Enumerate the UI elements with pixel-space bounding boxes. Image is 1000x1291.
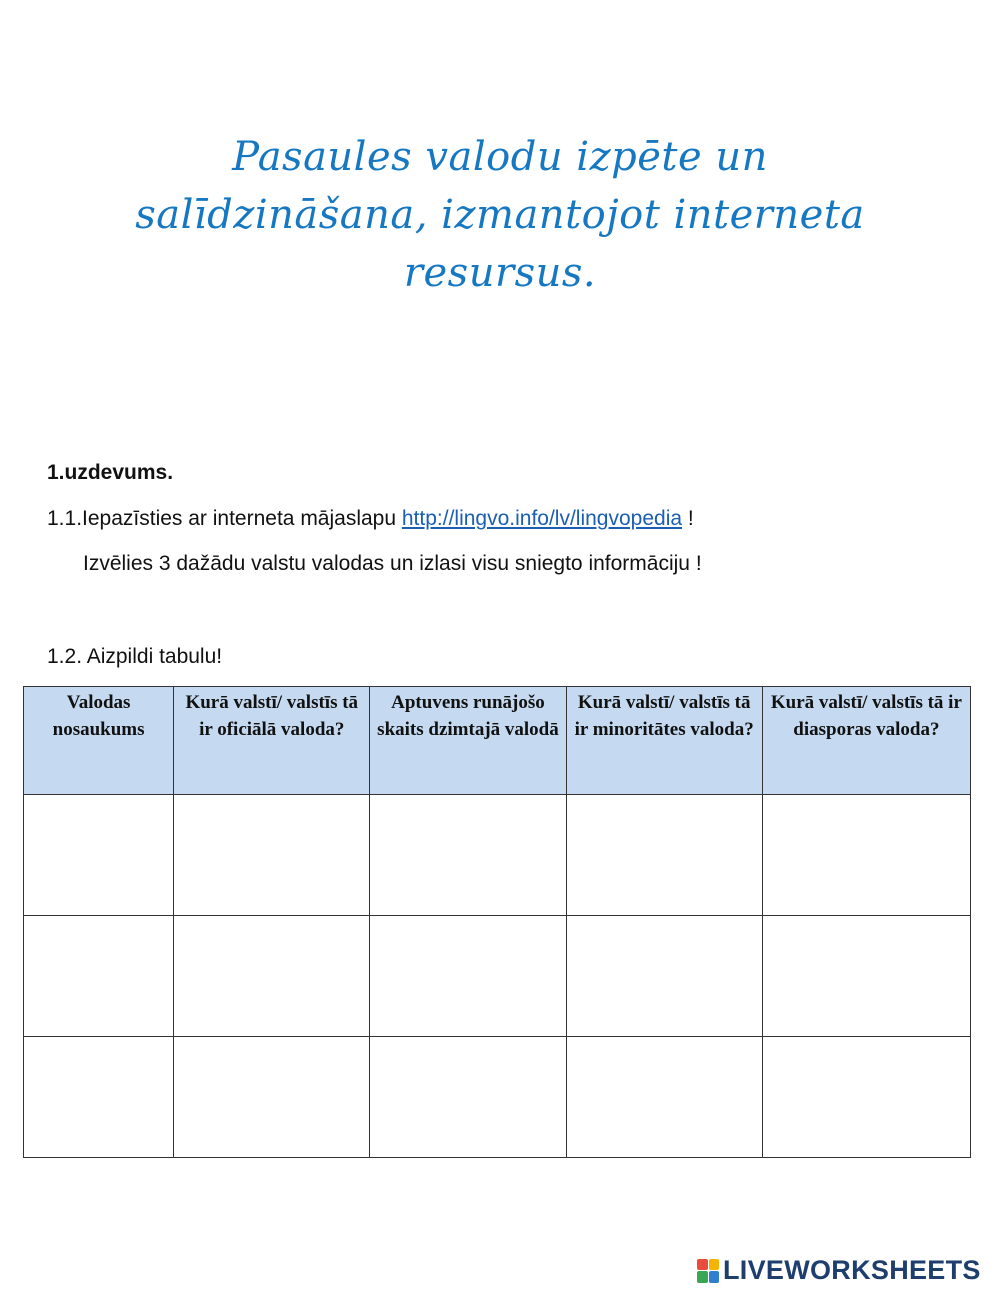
logo-block	[697, 1259, 708, 1271]
table-cell[interactable]	[762, 795, 970, 916]
title-line-1: Pasaules valodu izpēte un	[232, 134, 768, 180]
table-row	[24, 1037, 971, 1158]
step-1-2: 1.2. Aizpildi tabulu!	[47, 645, 223, 668]
header-language-name: Valodas nosaukums	[24, 687, 174, 795]
table-cell[interactable]	[370, 916, 566, 1037]
table-row	[24, 916, 971, 1037]
table-cell[interactable]	[174, 1037, 370, 1158]
liveworksheets-logo-icon	[697, 1259, 719, 1283]
table-cell[interactable]	[370, 795, 566, 916]
table-header-row	[24, 687, 971, 795]
table-cell[interactable]	[24, 1037, 174, 1158]
table-cell[interactable]	[174, 795, 370, 916]
table-cell[interactable]	[566, 1037, 762, 1158]
title-line-3: resursus.	[403, 250, 597, 296]
header-diaspora-language: Kurā valstī/ valstīs tā ir diasporas valoda?	[762, 687, 970, 795]
lingvopedia-link[interactable]: http://lingvo.info/lv/lingvopedia	[401, 507, 683, 530]
worksheet-title	[60, 128, 940, 302]
step-1-1-instruction: Izvēlies 3 dažādu valstu valodas un izlasi visu sniegto informāciju !	[83, 552, 702, 575]
step-1-1	[47, 507, 694, 531]
liveworksheets-logo	[697, 1255, 981, 1286]
step-1-1-suffix: !	[682, 507, 694, 530]
task-heading: 1.uzdevums.	[47, 461, 174, 484]
logo-block	[697, 1271, 708, 1283]
liveworksheets-brand: LIVEWORKSHEETS	[723, 1255, 981, 1285]
table-cell[interactable]	[566, 795, 762, 916]
table-cell[interactable]	[370, 1037, 566, 1158]
header-official-language: Kurā valstī/ valstīs tā ir oficiālā valoda?	[174, 687, 370, 795]
answer-table	[23, 686, 971, 1158]
table-cell[interactable]	[762, 1037, 970, 1158]
logo-block	[709, 1271, 720, 1283]
table-cell[interactable]	[24, 795, 174, 916]
table-cell[interactable]	[24, 916, 174, 1037]
table-cell[interactable]	[762, 916, 970, 1037]
header-minority-language: Kurā valstī/ valstīs tā ir minoritātes valoda?	[566, 687, 762, 795]
table-cell[interactable]	[566, 916, 762, 1037]
title-line-2: salīdzināšana, izmantojot interneta	[135, 192, 865, 238]
step-1-1-prefix: 1.1.Iepazīsties ar interneta mājaslapu	[47, 507, 402, 530]
table-cell[interactable]	[174, 916, 370, 1037]
logo-block	[709, 1259, 720, 1271]
header-native-speakers: Aptuvens runājošo skaits dzimtajā valodā	[370, 687, 566, 795]
table-row	[24, 795, 971, 916]
